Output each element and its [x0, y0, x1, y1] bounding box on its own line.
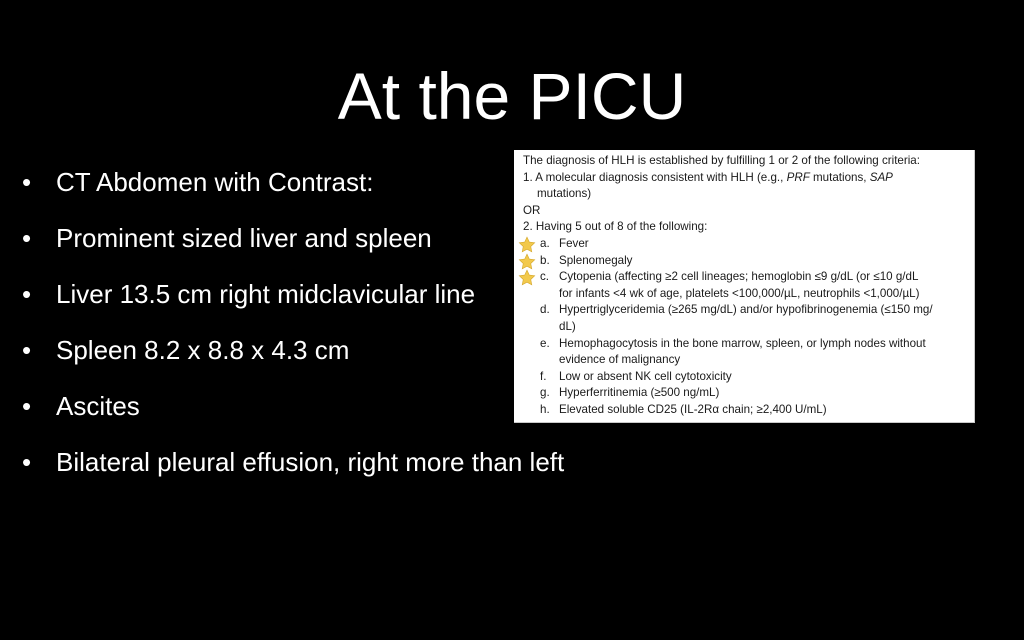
criterion-1-number: 1.: [523, 170, 533, 184]
criteria-item-line: [523, 352, 968, 369]
bullet-dot-icon: •: [22, 447, 32, 477]
star-icon: [518, 236, 536, 254]
bullet-item: [22, 443, 564, 499]
criteria-item-letter: b.: [540, 253, 550, 267]
bullet-item: [22, 387, 564, 443]
criteria-item-letter: f.: [540, 369, 547, 383]
criterion-1-continuation: mutations): [537, 187, 592, 201]
criteria-items: [523, 236, 968, 419]
bullet-item: [22, 331, 564, 387]
bullet-item: [22, 275, 564, 331]
criteria-item-letter: a.: [540, 236, 550, 250]
criteria-item-letter: e.: [540, 336, 550, 350]
star-icon: [518, 269, 536, 287]
criteria-item-line: [523, 319, 968, 336]
criteria-item-line: [523, 286, 968, 303]
criteria-item-text: Hypertriglyceridemia (≥265 mg/dL) and/or hypofibrinogenemia (≤150 mg/: [559, 303, 933, 317]
criteria-item-line: [523, 402, 968, 419]
hlh-criteria-image: [514, 150, 975, 423]
criteria-item-line: [523, 302, 968, 319]
criteria-item-text: Splenomegaly: [559, 253, 633, 267]
criteria-item-text: Hyperferritinemia (≥500 ng/mL): [559, 386, 720, 400]
bullet-dot-icon: •: [22, 223, 32, 253]
criteria-item-line: [523, 369, 968, 386]
slide-title: At the PICU: [337, 59, 687, 133]
bullet-text: Spleen 8.2 x 8.8 x 4.3 cm: [56, 335, 350, 365]
criteria-item-text: Hemophagocytosis in the bone marrow, spleen, or lymph nodes without: [559, 336, 926, 350]
criteria-item-letter: c.: [540, 270, 550, 284]
bullet-text: Prominent sized liver and spleen: [56, 223, 432, 253]
criteria-item-text: Elevated soluble CD25 (IL-2Rα chain; ≥2,400 U/mL): [559, 402, 827, 416]
bullet-text: Ascites: [56, 391, 140, 421]
criteria-item-letter: g.: [540, 386, 550, 400]
criteria-item-line: [523, 336, 968, 353]
bullet-dot-icon: •: [22, 279, 32, 309]
criteria-item-text: Cytopenia (affecting ≥2 cell lineages; hemoglobin ≤9 g/dL (or ≤10 g/dL: [559, 270, 919, 284]
criteria-item-letter: h.: [540, 402, 550, 416]
criterion-1: 1. A molecular diagnosis consistent with HLH (e.g., PRF mutations, SAP: [523, 170, 893, 184]
bullet-text: CT Abdomen with Contrast:: [56, 167, 374, 197]
criterion-2: 2. Having 5 out of 8 of the following:: [523, 220, 708, 234]
bullet-text: Liver 13.5 cm right midclavicular line: [56, 279, 476, 309]
bullet-item: [22, 163, 564, 219]
criteria-item-line: [523, 236, 968, 253]
bullet-dot-icon: •: [22, 391, 32, 421]
criteria-item-text: Low or absent NK cell cytotoxicity: [559, 369, 732, 383]
criteria-item-line: [523, 385, 968, 402]
criteria-intro: The diagnosis of HLH is established by fulfilling 1 or 2 of the following criteria:: [523, 154, 920, 167]
bullet-item: [22, 219, 564, 275]
criteria-item-line: [523, 269, 968, 286]
bullet-list: [22, 163, 564, 499]
criteria-item-line: [523, 253, 968, 270]
star-icon: [518, 253, 536, 271]
criteria-item-text: evidence of malignancy: [559, 353, 681, 367]
criteria-item-text: dL): [559, 319, 576, 333]
criteria-item-text: Fever: [559, 236, 589, 250]
bullet-text: Bilateral pleural effusion, right more than left: [56, 447, 565, 477]
criteria-item-text: for infants <4 wk of age, platelets <100,000/µL, neutrophils <1,000/µL): [559, 286, 920, 300]
bullet-dot-icon: •: [22, 335, 32, 365]
or-label: OR: [523, 203, 541, 217]
bullet-dot-icon: •: [22, 167, 32, 197]
criteria-item-letter: d.: [540, 303, 550, 317]
